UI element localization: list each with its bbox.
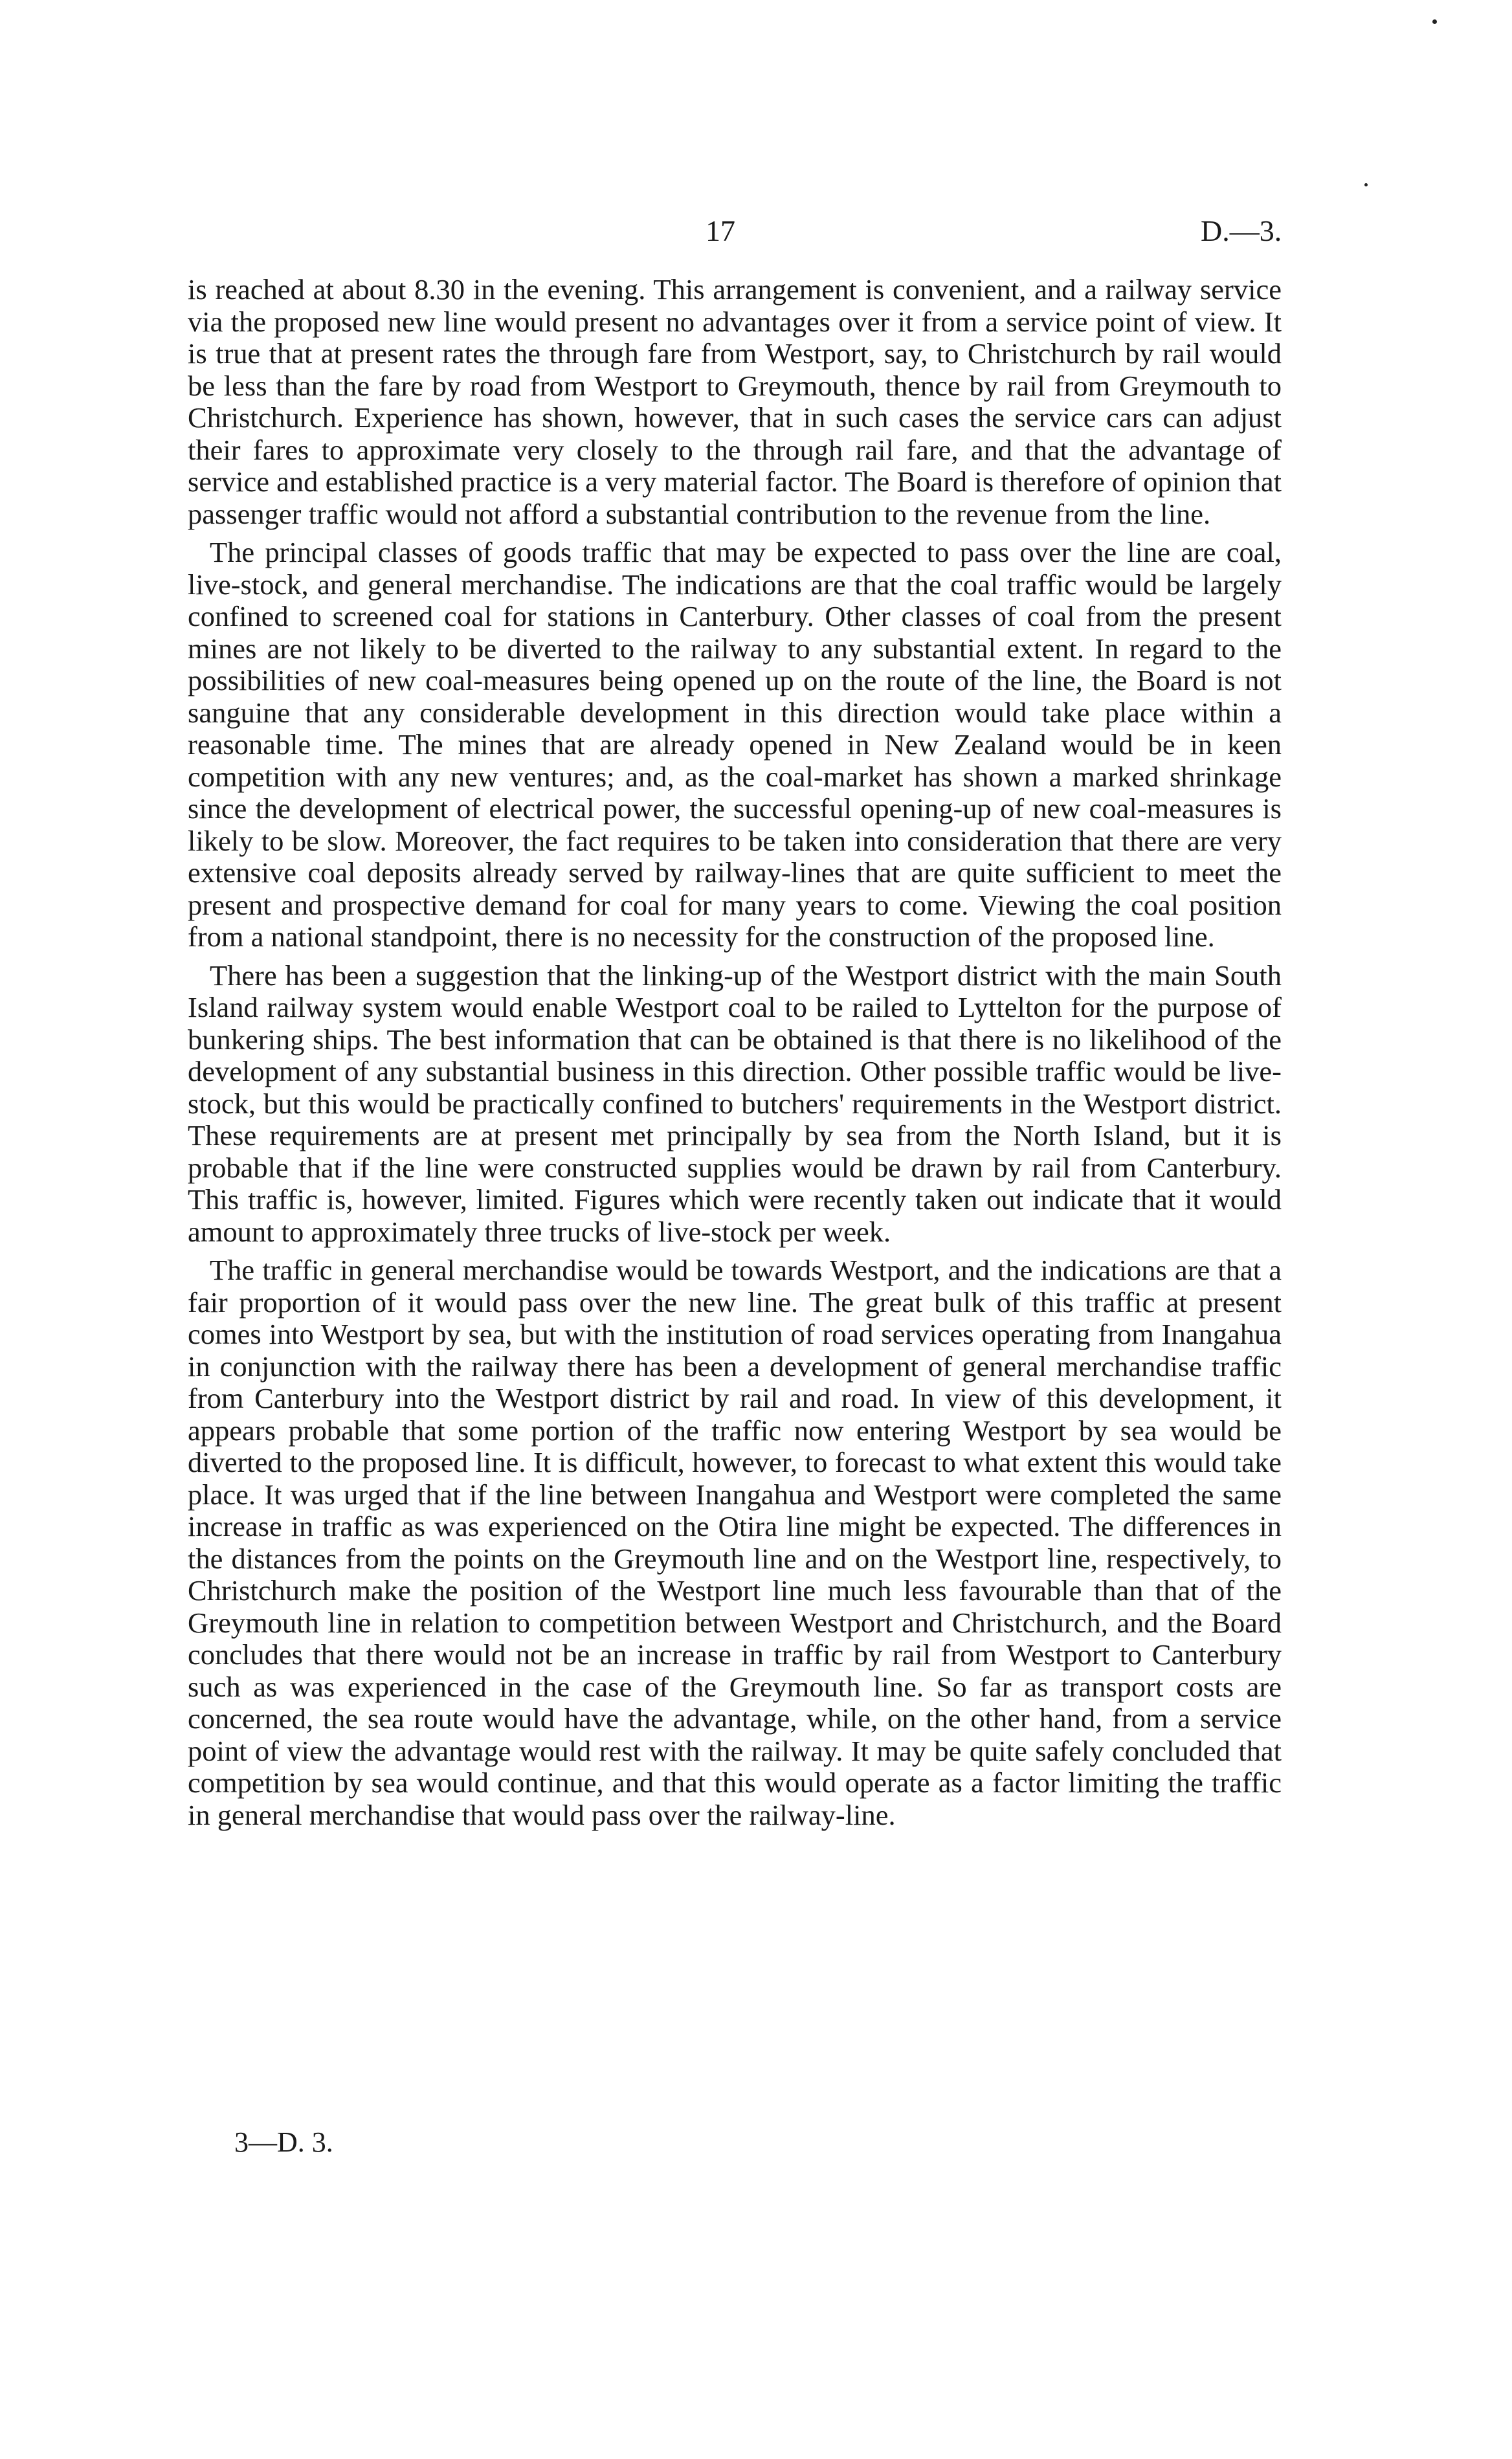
paragraph-bunkering-livestock: There has been a suggestion that the linking-up of the Westport district with the main South Island railway system would enable Westport coal to be railed to Lyttelton for the purpose of bunkering ships. The best information that can be obtained is that there is no likelihood of the development of any substantial business in this direction. Other possible traffic would be live-stock, but this would be practically confined to butchers' requirements in the Westport district. These requirements are at present met principally by sea from the North Island, but it is probable that if the line were constructed supplies would be drawn by rail from Canterbury. This traffic is, however, limited. Figures which were recently taken out indicate that it would amount to approximately three trucks of live-stock per week. xyxy=(188,959,1282,1248)
stray-dot-margin xyxy=(1364,183,1368,186)
signature-mark: 3—D. 3. xyxy=(234,2126,333,2158)
body-text xyxy=(188,274,1282,1838)
page-number: 17 xyxy=(706,214,735,247)
paragraph-goods-coal: The principal classes of goods traffic that may be expected to pass over the line are coal, live-stock, and general merchandise. The indications are that the coal traffic would be largely confined to screened coal for stations in Canterbury. Other classes of coal from the present mines are not likely to be diverted to the railway to any substantial extent. In regard to the possibilities of new coal-measures being opened up on the route of the line, the Board is not sanguine that any considerable development in this direction would take place within a reasonable time. The mines that are already opened in New Zealand would be in keen competition with any new ventures; and, as the coal-market has shown a marked shrinkage since the development of electrical power, the successful opening-up of new coal-measures is likely to be slow. Moreover, the fact requires to be taken into consideration that there are very extensive coal deposits already served by railway-lines that are quite sufficient to meet the present and prospective demand for coal for many years to come. Viewing the coal position from a national standpoint, there is no necessity for the construction of the proposed line. xyxy=(188,536,1282,953)
paragraph-general-merchandise: The traffic in general merchandise would be towards Westport, and the indications are that a fair proportion of it would pass over the new line. The great bulk of this traffic at present comes into Westport by sea, but with the institution of road services operating from Inangahua in conjunction with the railway there has been a development of general merchandise traffic from Canterbury into the Westport district by rail and road. In view of this development, it appears probable that some portion of the traffic now entering Westport by sea would be diverted to the proposed line. It is difficult, however, to forecast to what extent this would take place. It was urged that if the line between Inangahua and Westport were completed the same increase in traffic as was experienced on the Otira line might be expected. The differences in the distances from the points on the Greymouth line and on the Westport line, respectively, to Christchurch make the position of the Westport line much less favourable than that of the Greymouth line in relation to competition between Westport and Christchurch, and the Board concludes that there would not be an increase in traffic by rail from Westport to Canterbury such as was experienced in the case of the Greymouth line. So far as transport costs are concerned, the sea route would have the advantage, while, on the other hand, from a service point of view the advantage would rest with the railway. It may be quite safely concluded that competition by sea would continue, and that this would operate as a factor limiting the traffic in general merchandise that would pass over the railway-line. xyxy=(188,1254,1282,1831)
paragraph-passenger-traffic: is reached at about 8.30 in the evening. This arrangement is convenient, and a railway service via the proposed new line would present no advantages over it from a service point of view. It is true that at present rates the through fare from Westport, say, to Christchurch by rail would be less than the fare by road from Westport to Greymouth, thence by rail from Greymouth to Christchurch. Experience has shown, however, that in such cases the service cars can adjust their fares to approximate very closely to the through rail fare, and that the advantage of service and established practice is a very material factor. The Board is therefore of opinion that passenger traffic would not afford a substantial contribution to the revenue from the line. xyxy=(188,273,1282,530)
stray-dot-top xyxy=(1432,19,1437,24)
document-reference: D.—3. xyxy=(1201,214,1282,247)
